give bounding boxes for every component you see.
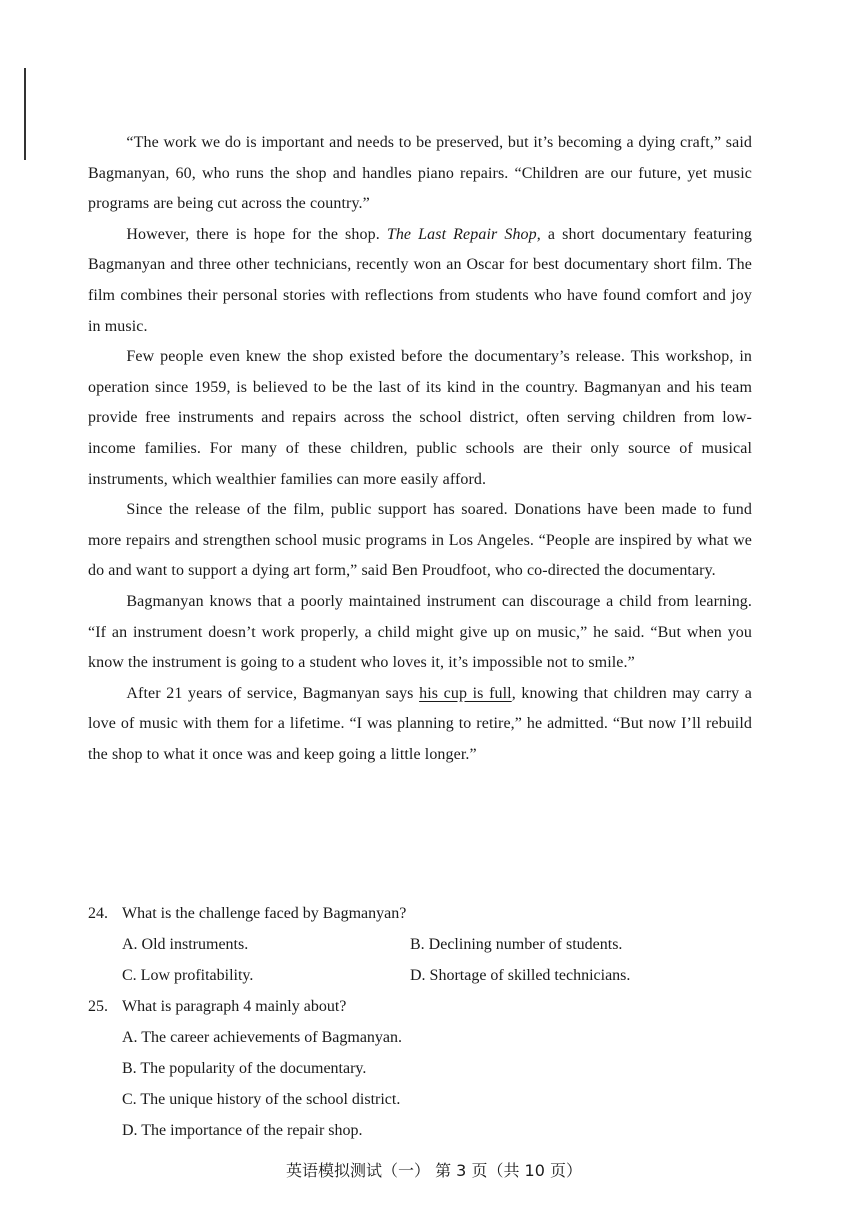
question-number: 25.: [88, 998, 108, 1015]
option-b[interactable]: B. Declining number of students.: [410, 936, 623, 953]
question-stem: What is the challenge faced by Bagmanyan?: [122, 905, 407, 922]
question-stem: What is paragraph 4 mainly about?: [122, 998, 347, 1015]
margin-line: [24, 68, 26, 160]
page-footer: 英语模拟测试（一） 第 3 页（共 10 页）: [286, 1161, 582, 1180]
reading-passage: [88, 128, 752, 770]
paragraph-6: [88, 679, 752, 771]
documentary-title: The Last Repair Shop: [386, 225, 537, 243]
paragraph-3: Few people even knew the shop existed before the documentary’s release. This workshop, in operation since 1959, is believed to be the last of its kind in the country. Bagmanyan and his team provide free instruments and repairs across the school district, often serving children from low-income families. For many of these children, public schools are their only source of musical instruments, which wealthier families can more easily afford.: [88, 348, 752, 488]
paragraph-5: Bagmanyan knows that a poorly maintained instrument can discourage a child from learning. “If an instrument doesn’t work properly, a child might give up on music,” he said. “But when you know the instrument is going to a student who loves it, it’s impossible not to smile.”: [88, 592, 752, 672]
underlined-phrase: his cup is full: [419, 684, 512, 702]
question-24: [88, 898, 768, 991]
question-number: 24.: [88, 905, 108, 922]
paragraph-2-text-b: , a short documentary featuring Bagmanyan and three other technicians, recently won an Oscar for best documentary short film. The film combines their personal stories with reflections from students who have found comfort and joy in music.: [88, 225, 752, 335]
question-25: [88, 991, 768, 1146]
paragraph-6-text-a: After 21 years of service, Bagmanyan says: [126, 684, 420, 702]
paragraph-2-text-a: However, there is hope for the shop.: [126, 225, 387, 243]
option-d[interactable]: D. Shortage of skilled technicians.: [410, 967, 631, 984]
option-c[interactable]: C. Low profitability.: [122, 967, 254, 984]
paragraph-4: Since the release of the film, public support has soared. Donations have been made to fund more repairs and strengthen school music programs in Los Angeles. “People are inspired by what we do and want to support a dying art form,” said Ben Proudfoot, who co-directed the documentary.: [88, 501, 752, 580]
option-b[interactable]: B. The popularity of the documentary.: [122, 1060, 367, 1077]
option-d[interactable]: D. The importance of the repair shop.: [122, 1122, 363, 1139]
questions-section: [88, 898, 768, 1146]
option-a[interactable]: A. The career achievements of Bagmanyan.: [122, 1029, 403, 1046]
option-c[interactable]: C. The unique history of the school district.: [122, 1091, 401, 1108]
paragraph-1: “The work we do is important and needs to be preserved, but it’s becoming a dying craft,” said Bagmanyan, 60, who runs the shop and handles piano repairs. “Children are our future, yet music programs are being cut across the country.”: [88, 134, 752, 213]
paragraph-2: [88, 220, 752, 342]
option-a[interactable]: A. Old instruments.: [122, 936, 249, 953]
paragraph-6-text-b: , knowing that children may carry a love of music with them for a lifetime. “I was planning to retire,” he admitted. “But now I’ll rebuild the shop to what it once was and keep going a little longer.”: [88, 684, 753, 763]
